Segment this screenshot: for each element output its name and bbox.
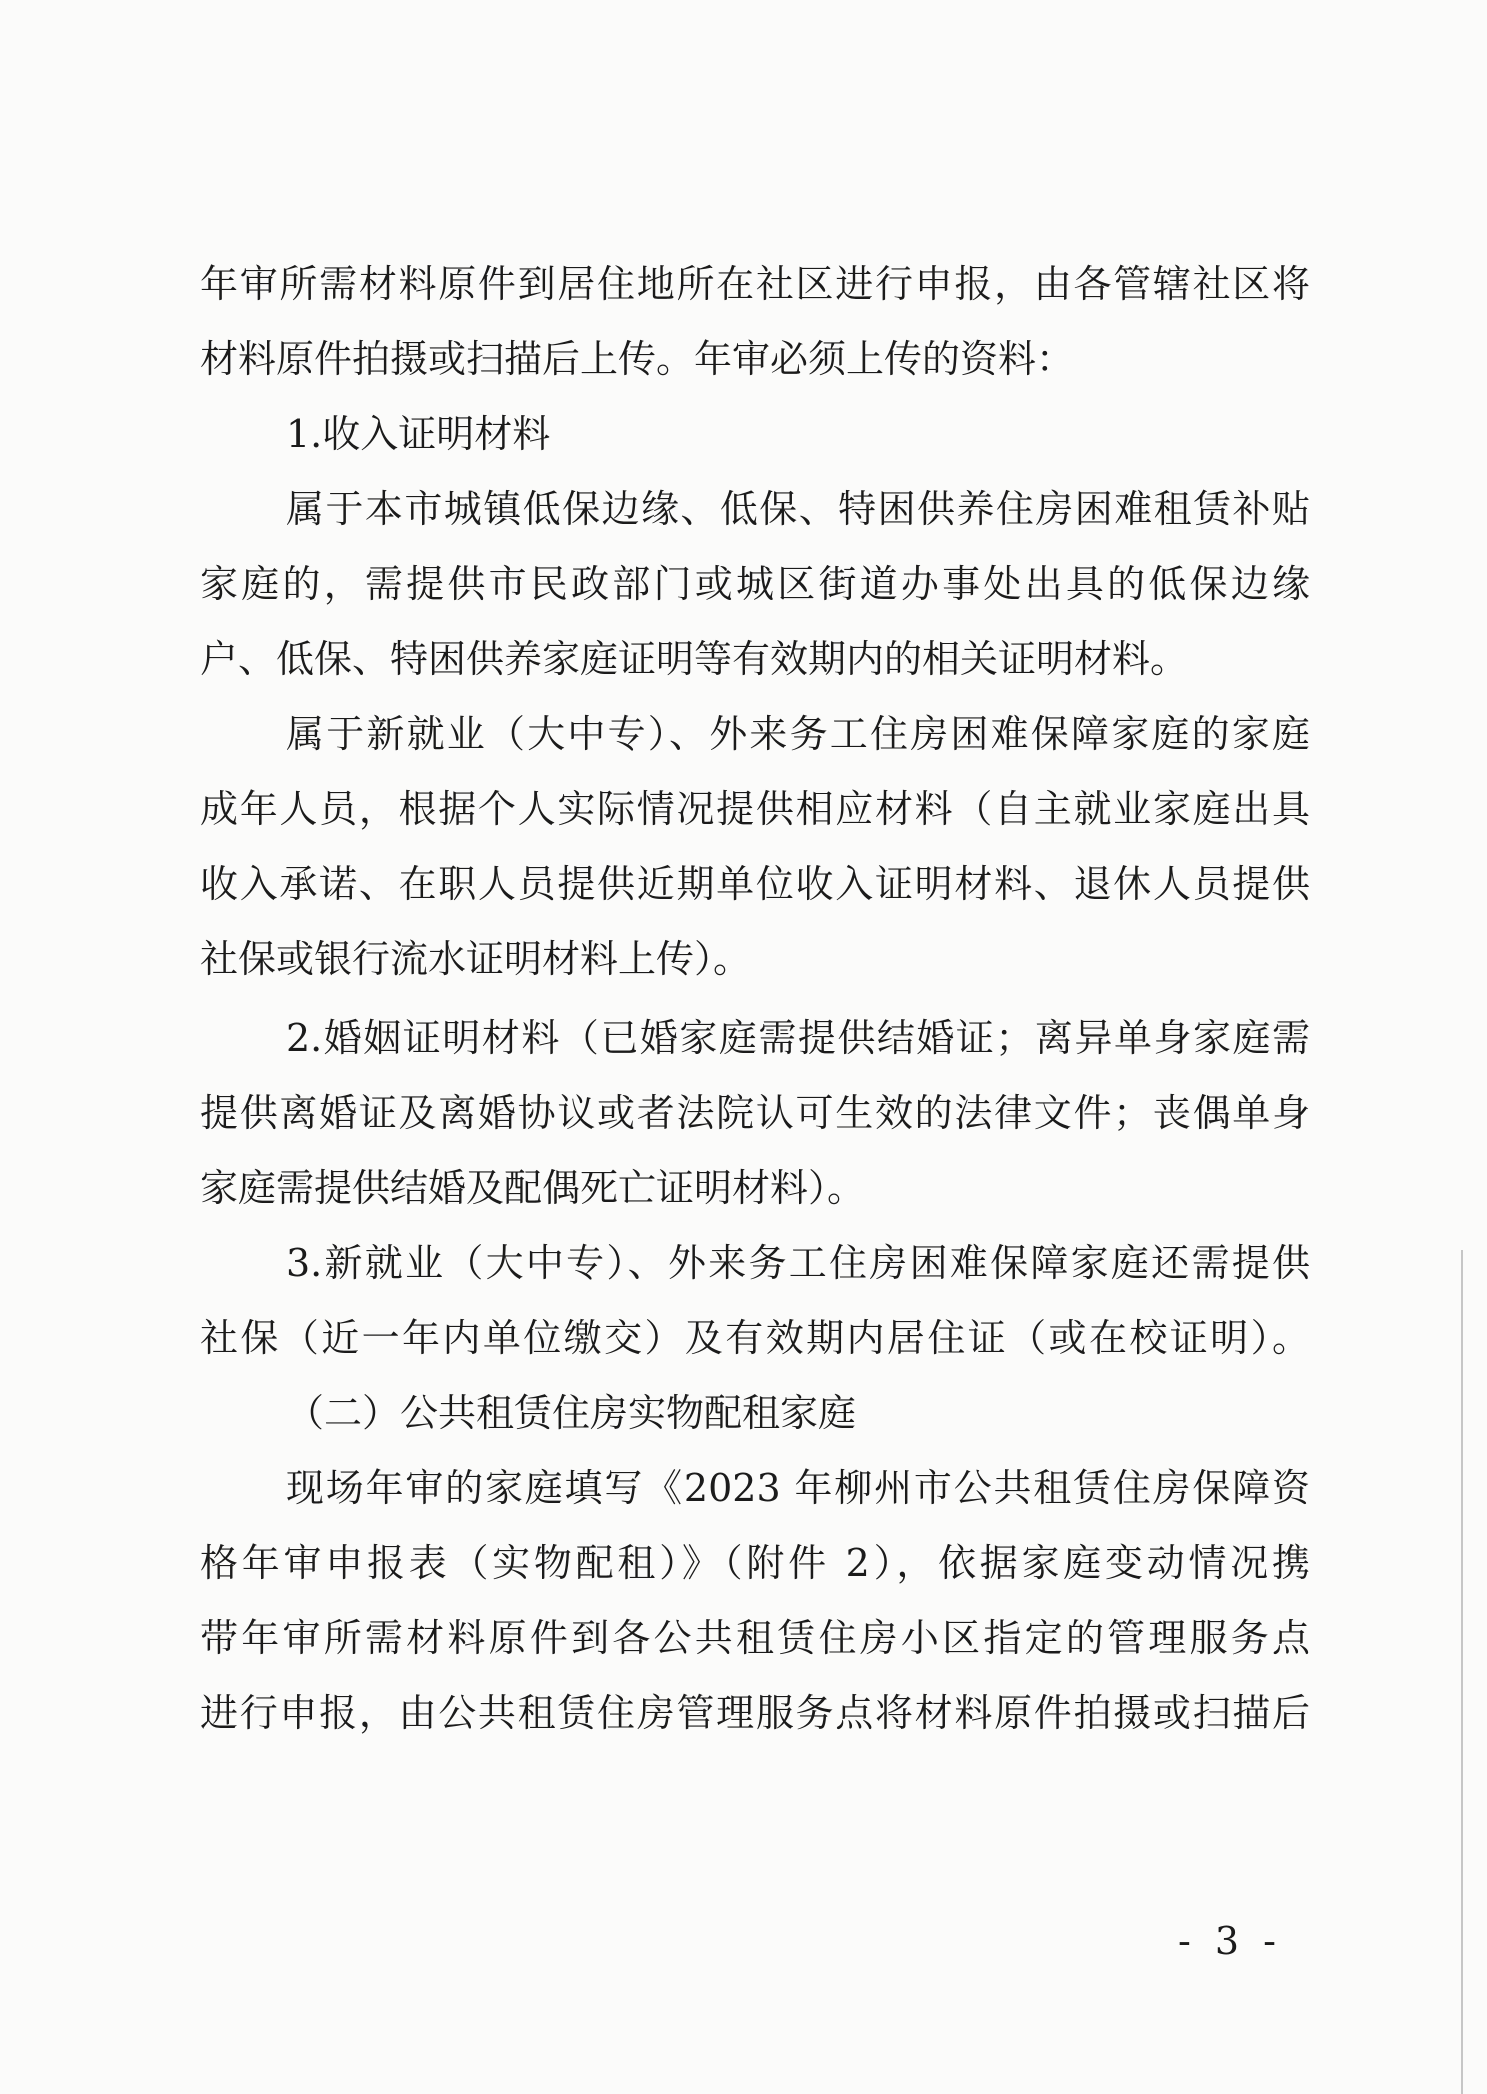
text-line: 进行申报，由公共租赁住房管理服务点将材料原件拍摄或扫描后 xyxy=(200,1691,1310,1735)
paragraph xyxy=(200,1451,1310,1751)
list-item-heading: 3.新就业（大中专）、外来务工住房困难保障家庭还需提供 xyxy=(286,1241,1310,1285)
list-item-heading: 1.收入证明材料 xyxy=(286,412,551,456)
text-line: 现场年审的家庭填写《2023 年柳州市公共租赁住房保障资 xyxy=(286,1466,1310,1510)
text-line: 格年审申报表（实物配租）》（附件 2），依据家庭变动情况携 xyxy=(200,1541,1310,1585)
paragraph xyxy=(200,247,1310,397)
scan-edge-line xyxy=(1461,1250,1463,2094)
text-line: 户、低保、特困供养家庭证明等有效期内的相关证明材料。 xyxy=(200,637,1189,681)
document-body xyxy=(200,247,1310,1751)
text-line: 属于新就业（大中专）、外来务工住房困难保障家庭的家庭 xyxy=(286,712,1310,756)
text-line: 家庭的，需提供市民政部门或城区街道办事处出具的低保边缘 xyxy=(200,562,1310,606)
page-number: - 3 - xyxy=(1178,1919,1283,1963)
text-line: 属于本市城镇低保边缘、低保、特困供养住房困难租赁补贴 xyxy=(286,487,1310,531)
list-item-heading: 2.婚姻证明材料（已婚家庭需提供结婚证；离异单身家庭需 xyxy=(286,1016,1310,1060)
paragraph xyxy=(200,1226,1310,1376)
text-line: 成年人员，根据个人实际情况提供相应材料（自主就业家庭出具 xyxy=(200,787,1310,831)
text-line: 家庭需提供结婚及配偶死亡证明材料）。 xyxy=(200,1166,866,1210)
text-line: 年审所需材料原件到居住地所在社区进行申报，由各管辖社区将 xyxy=(200,262,1310,306)
paragraph xyxy=(200,397,1310,472)
text-line: 带年审所需材料原件到各公共租赁住房小区指定的管理服务点 xyxy=(200,1616,1310,1660)
text-line: 提供离婚证及离婚协议或者法院认可生效的法律文件；丧偶单身 xyxy=(200,1091,1310,1135)
paragraph xyxy=(200,1376,1310,1451)
section-heading: （二）公共租赁住房实物配租家庭 xyxy=(286,1391,857,1435)
text-line: 收入承诺、在职人员提供近期单位收入证明材料、退休人员提供 xyxy=(200,862,1310,906)
paragraph xyxy=(200,1001,1310,1226)
paragraph xyxy=(200,697,1310,997)
paragraph xyxy=(200,472,1310,697)
text-line: 材料原件拍摄或扫描后上传。年审必须上传的资料： xyxy=(200,337,1075,381)
text-line: 社保或银行流水证明材料上传）。 xyxy=(200,937,752,981)
text-line: 社保（近一年内单位缴交）及有效期内居住证（或在校证明）。 xyxy=(200,1316,1310,1360)
